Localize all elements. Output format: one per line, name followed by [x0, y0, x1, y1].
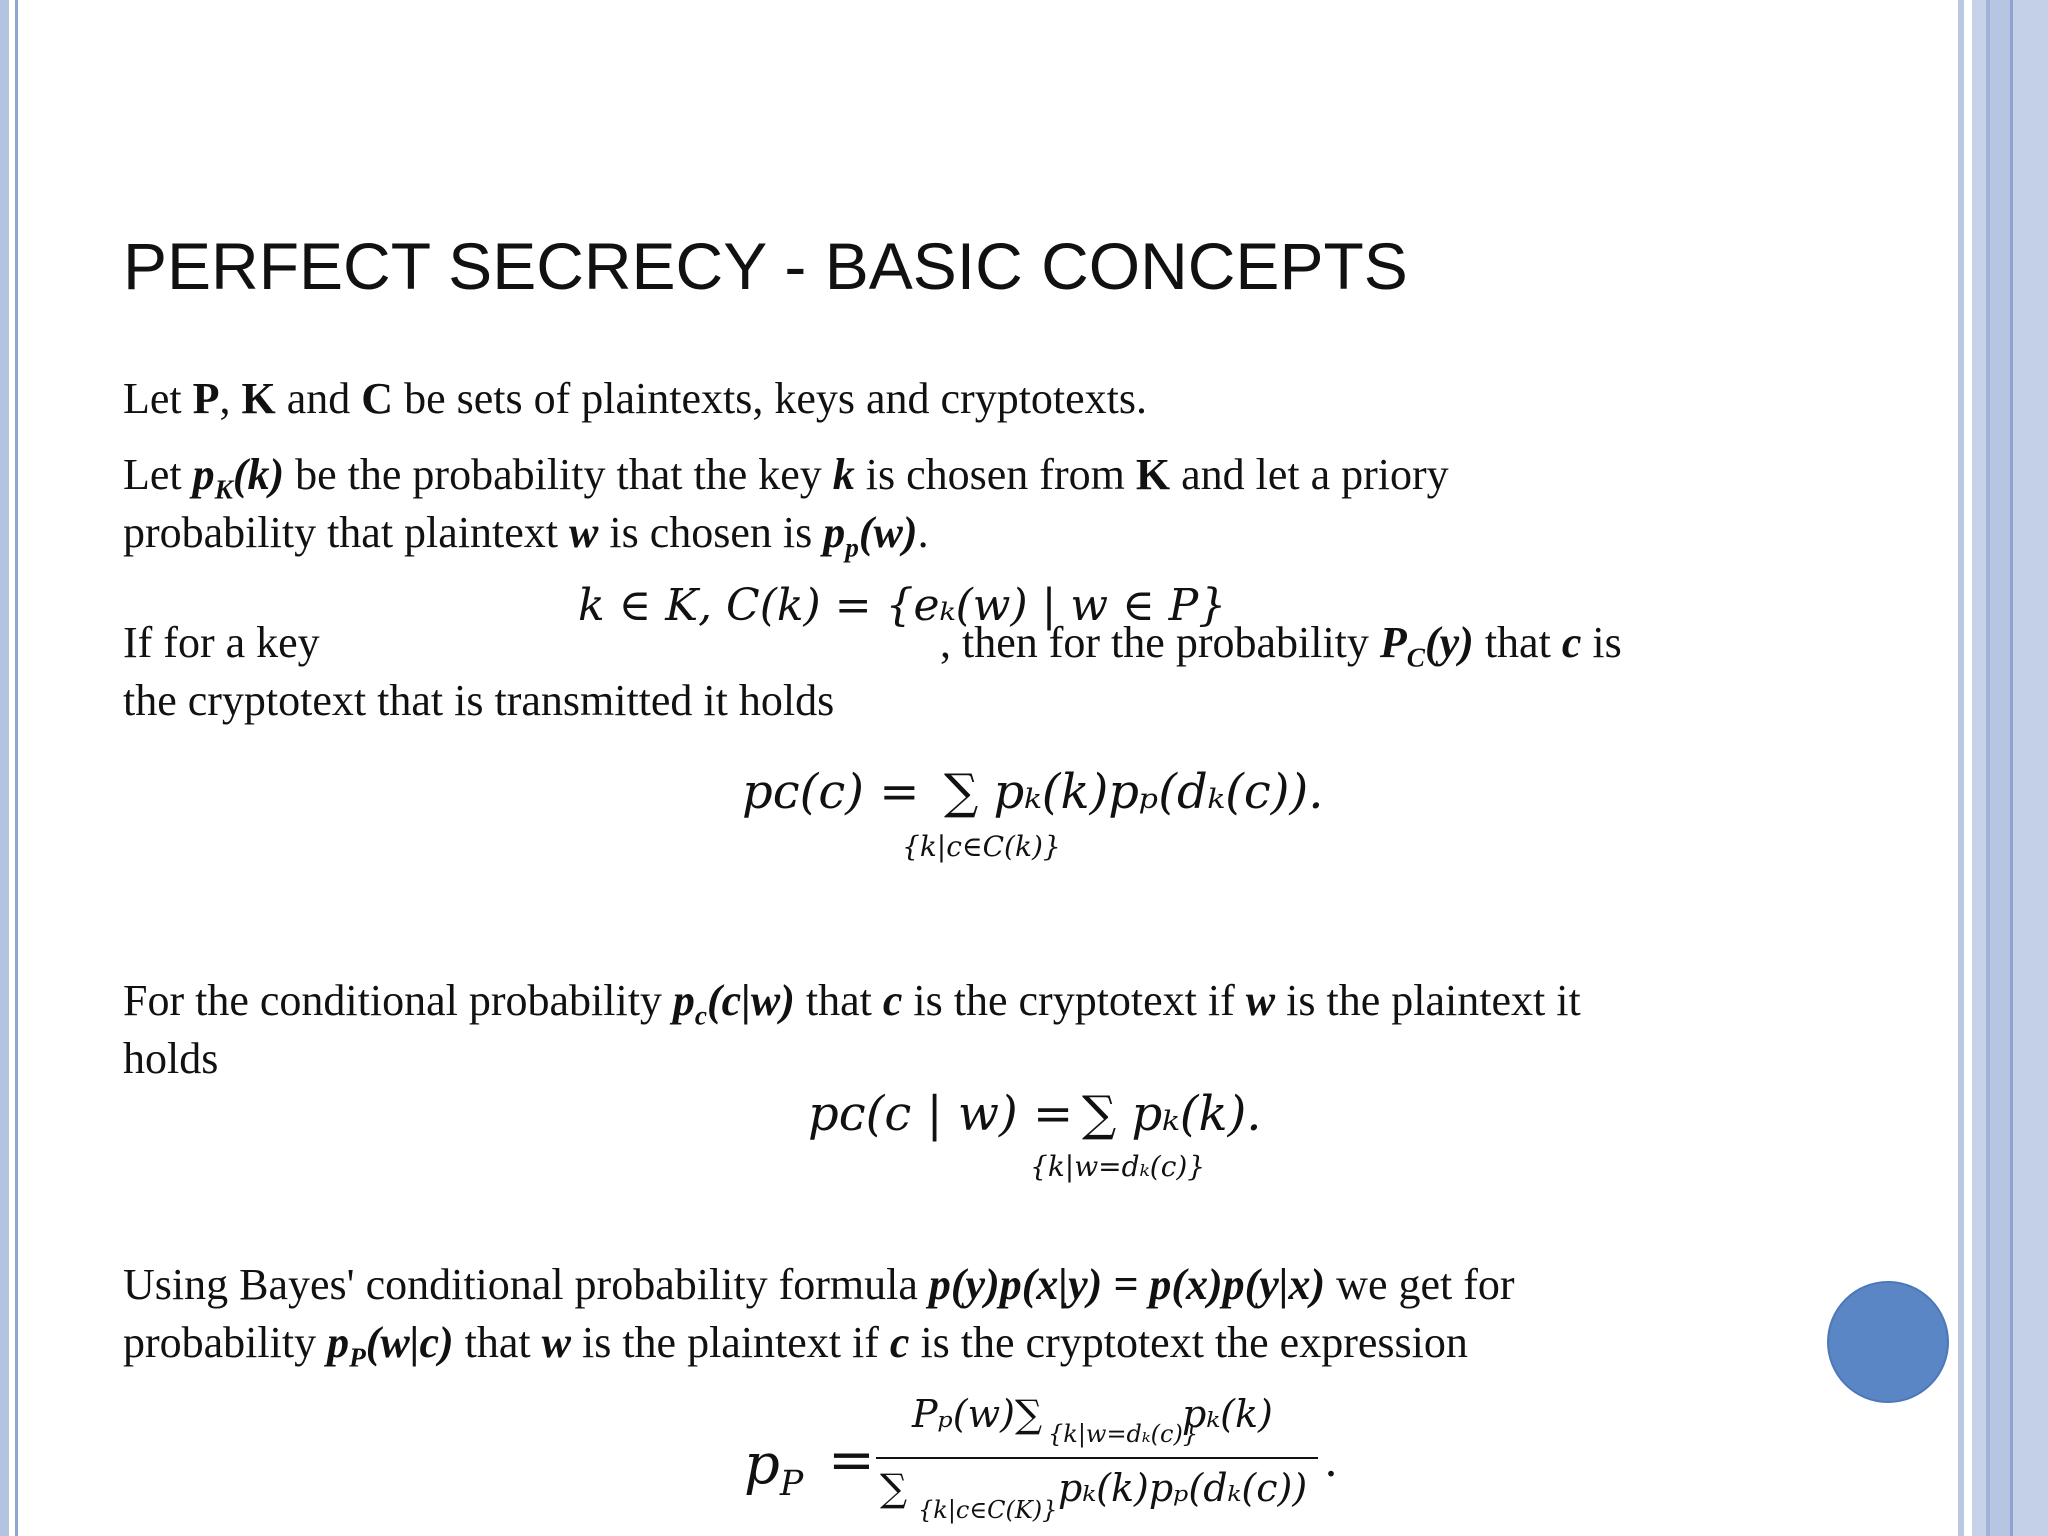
formula-pp-lhs	[744, 1432, 803, 1504]
formula-pp-equals: =	[828, 1428, 875, 1493]
formula-pcw-lhs: pᴄ(c | w) =	[808, 1086, 1074, 1142]
symbol-arg: (c|w)	[707, 976, 795, 1025]
text-run: , then for the probability	[940, 618, 1380, 667]
formula-pcw-body: ∑ pₖ(k).	[1082, 1086, 1262, 1142]
frame-bar-right	[2013, 0, 2048, 1536]
frame-bar-right	[1972, 0, 1986, 1536]
formula-key-set: k ∈ K, C(k) = {eₖ(w) | w ∈ P}	[578, 580, 1227, 631]
symbol-c: c	[882, 976, 903, 1025]
formula-pp-period: .	[1324, 1436, 1338, 1487]
subscript: K	[214, 474, 233, 505]
symbol-pc: p	[672, 976, 695, 1025]
subscript: c	[694, 1000, 708, 1031]
subscript: P	[349, 1342, 366, 1373]
text-run: is	[1581, 618, 1622, 667]
symbol-w: w	[569, 508, 599, 557]
formula-pcw-sum-index: {k|w=dₖ(c)}	[1030, 1150, 1206, 1183]
text-run: is the plaintext if	[570, 1318, 890, 1367]
formula-pc-body: ∑ pₖ(k)pₚ(dₖ(c)).	[944, 764, 1324, 820]
paragraph-bayes	[123, 1256, 1515, 1314]
symbol-pP: p	[327, 1318, 350, 1367]
symbol-arg: (y)	[1424, 618, 1474, 667]
symbol-arg: (k)	[232, 450, 285, 499]
text-run: .	[917, 508, 929, 557]
text-run: and	[275, 374, 362, 423]
symbol-K: K	[241, 374, 276, 423]
text-run: probability that plaintext	[123, 508, 570, 557]
symbol-pp: p	[823, 508, 846, 557]
symbol-K: K	[1135, 450, 1171, 499]
symbol-p: p	[744, 1432, 780, 1497]
formula-pc-lhs: pᴄ(c) =	[742, 764, 920, 820]
formula-pp-denominator-index: {k|c∈C(K)}	[918, 1496, 1058, 1524]
text-run: probability	[123, 1318, 328, 1367]
symbol-P: P	[192, 374, 220, 423]
text-run: and let a priory	[1170, 450, 1449, 499]
text-run: be the probability that the key	[284, 450, 833, 499]
text-run: Using Bayes' conditional probability formula	[123, 1260, 929, 1309]
symbol-w: w	[541, 1318, 571, 1367]
paragraph-bayes-line2	[123, 1314, 1468, 1387]
formula-pp-numerator: Pₚ(w)∑	[912, 1392, 1043, 1436]
formula-pp-denominator-tail: pₖ(k)pₚ(dₖ(c))	[1058, 1466, 1308, 1510]
paragraph-holds: holds	[123, 1034, 219, 1083]
symbol-arg: (w|c)	[365, 1318, 454, 1367]
symbol-c: c	[1561, 618, 1582, 667]
symbol-PC: P	[1379, 618, 1407, 667]
symbol-pK: p	[192, 450, 215, 499]
text-run: that	[1473, 618, 1562, 667]
formula-pp-denominator-sigma: ∑	[880, 1466, 908, 1510]
symbol-w: w	[1245, 976, 1276, 1025]
subscript: P	[779, 1464, 804, 1505]
bayes-formula: p(y)p(x|y) = p(x)p(y|x)	[928, 1260, 1326, 1309]
text-run: is chosen is	[598, 508, 824, 557]
slide-nav-button[interactable]	[1827, 1281, 1949, 1403]
formula-pp-numerator-tail: pₖ(k)	[1182, 1392, 1273, 1436]
text-run: ,	[219, 374, 242, 423]
frame-bar-right	[1990, 0, 2010, 1536]
symbol-c: c	[889, 1318, 910, 1367]
paragraph-then-probability	[940, 614, 1622, 687]
paragraph-conditional	[123, 972, 1581, 1045]
text-run: Let	[123, 374, 193, 423]
paragraph-sets	[123, 370, 1147, 428]
text-run: is the cryptotext the expression	[909, 1318, 1468, 1367]
paragraph-transmitted: the cryptotext that is transmitted it holds	[123, 676, 835, 725]
text-run: be sets of plaintexts, keys and cryptotexts.	[393, 374, 1148, 423]
subscript: C	[1406, 642, 1425, 673]
fraction-bar	[876, 1457, 1318, 1459]
formula-pc-sum-index: {k|c∈C(k)}	[902, 830, 1061, 863]
text-run: that	[794, 976, 883, 1025]
frame-bar-left-thin	[15, 0, 18, 1536]
paragraph-key-probability-line2	[123, 504, 929, 577]
text-run: For the conditional probability	[123, 976, 673, 1025]
symbol-k: k	[832, 450, 855, 499]
subscript: p	[845, 532, 859, 563]
paragraph-if-for-key: If for a key	[123, 618, 320, 667]
text-run: is the plaintext it	[1275, 976, 1581, 1025]
symbol-arg: (w)	[858, 508, 918, 557]
symbol-C: C	[361, 374, 394, 423]
text-run: that	[453, 1318, 542, 1367]
text-run: Let	[123, 450, 193, 499]
frame-bar-right	[1958, 0, 1964, 1536]
formula-pp-numerator-index: {k|w=dₖ(c)}	[1048, 1420, 1199, 1448]
text-run: we get for	[1325, 1260, 1515, 1309]
text-run: is chosen from	[854, 450, 1136, 499]
text-run: is the cryptotext if	[902, 976, 1246, 1025]
slide-title: PERFECT SECRECY - BASIC CONCEPTS	[123, 229, 1408, 303]
frame-bar-left	[0, 0, 9, 1536]
